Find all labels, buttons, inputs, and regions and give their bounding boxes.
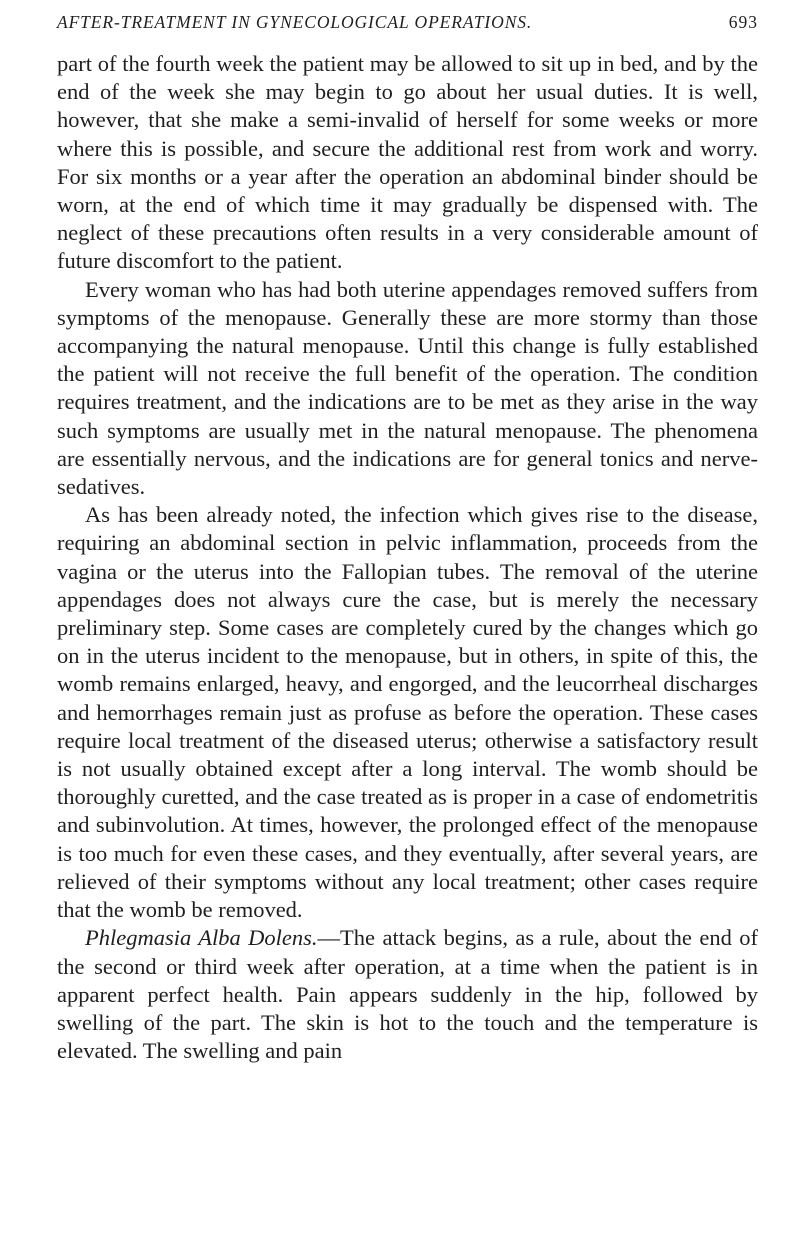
section-term: Phlegmasia Alba Dolens. <box>85 925 318 951</box>
running-head <box>57 0 758 50</box>
paragraph-phlegmasia <box>57 924 758 1065</box>
paragraph-continued: part of the fourth week the patient may be allowed to sit up in bed, and by the end of the week she may begin to go about her usual duties. It is well, however, that she make a semi-invalid of herself for some weeks or more where this is possible, and secure the additional rest from work and worry. For six months or a year after the operation an abdominal binder should be worn, at the end of which time it may gradually be dispensed with. The neglect of these precautions often results in a very considerable amount of future discomfort to the patient. <box>57 51 758 274</box>
running-title: AFTER-TREATMENT IN GYNECOLOGICAL OPERATIONS. <box>57 12 533 32</box>
paragraph-phlegmasia-text: —The attack begins, as a rule, about the end of the second or third week after operation, at a time when the patient is in apparent perfect health. Pain appears suddenly in the hip, followed by swelling of the part. The skin is hot to the touch and the temperature is elevated. The swelling and pain <box>57 925 758 1064</box>
paragraph-infection-treatment: As has been already noted, the infection which gives rise to the disease, requiring an abdominal section in pelvic inflammation, proceeds from the vagina or the uterus into the Fallopian tubes. The removal of the uterine appendages does not always cure the case, but is merely the necessary preliminary step. Some cases are completely cured by the changes which go on in the uterus incident to the menopause, but in others, in spite of this, the womb remains enlarged, heavy, and engorged, and the leucorrheal discharges and hemorrhages remain just as profuse as before the operation. These cases require local treatment of the diseased uterus; otherwise a satisfactory result is not usually obtained except after a long interval. The womb should be thoroughly curetted, and the case treated as is proper in a case of endometritis and subinvolution. At times, however, the prolonged effect of the menopause is too much for even these cases, and they eventually, after several years, are relieved of their symptoms without any local treatment; other cases require that the womb be removed. <box>57 502 758 923</box>
page-number: 693 <box>728 12 758 32</box>
paragraph-menopause-symptoms: Every woman who has had both uterine appendages removed suffers from symptoms of the menopause. Generally these are more stormy than those accompanying the natural menopause. Until this change is fully established the patient will not receive the full benefit of the operation. The condition requires treatment, and the indications are to be met as they arise in the way such symptoms are usually met in the natural menopause. The phenomena are essentially nervous, and the indications are for general tonics and nerve-sedatives. <box>57 276 758 500</box>
body-text <box>57 50 758 1065</box>
book-page <box>57 0 758 1065</box>
